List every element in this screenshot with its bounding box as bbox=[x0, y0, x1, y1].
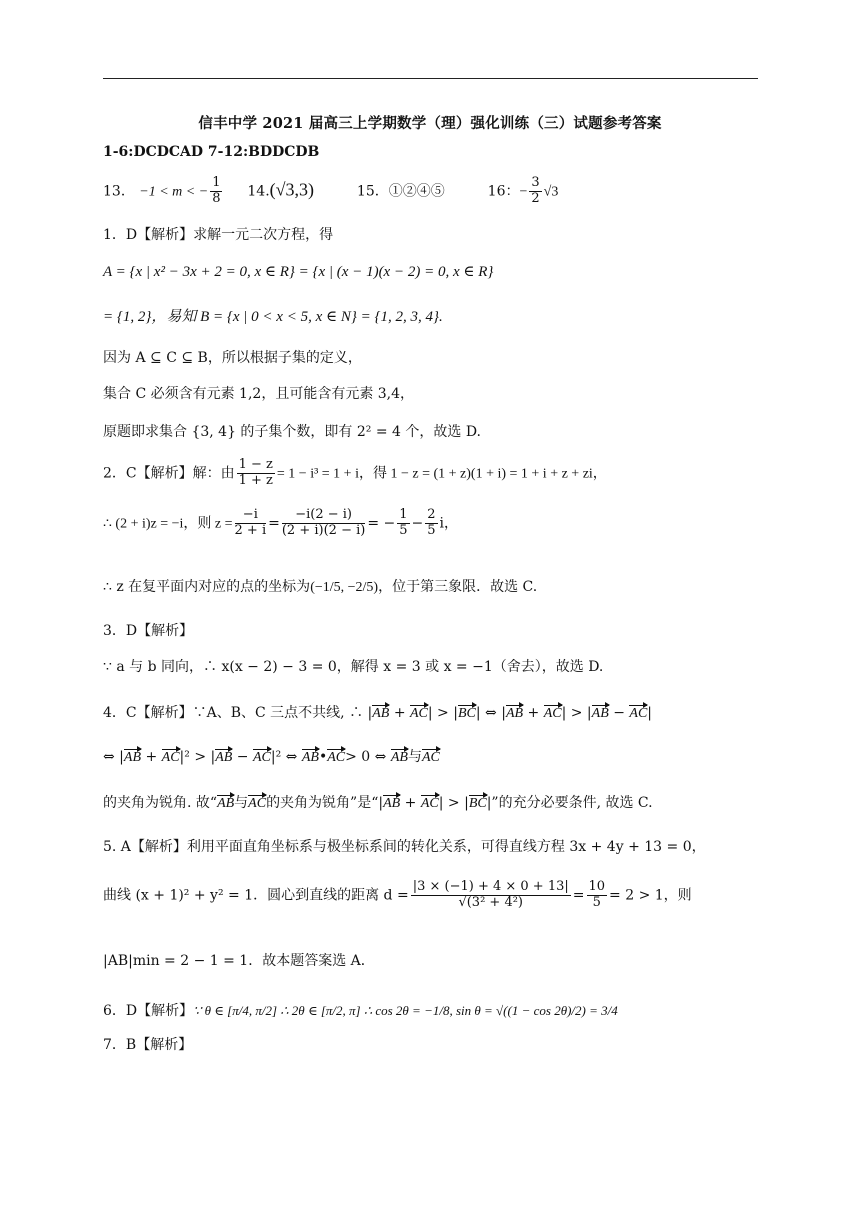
s5-head: 5. A【解析】利用平面直角坐标系与极坐标系间的转化关系，可得直线方程 3x + 4y + 13 = 0， bbox=[103, 839, 706, 855]
s2-line3: ∴ z 在复平面内对应的点的坐标为(−1/5, −2/5)，位于第三象限．故选 C. bbox=[103, 579, 538, 595]
choice-answers: 1-6:DCDCAD 7-12:BDDCDB bbox=[103, 144, 320, 160]
s5-distance-fraction: $\frac{|3 \times (-1) + 4 \times 0 + 13|}{\text{√(3² + 4²)}}$ bbox=[412, 879, 569, 910]
q16-tail: √3 bbox=[543, 184, 559, 200]
s6-expr: ∵ θ ∈ [π/4, π/2] ∴ 2θ ∈ [π/2, π] ∴ cos 2θ = −1/8, sin θ = √((1 − cos 2θ)/2) = 3/4 bbox=[193, 1003, 618, 1018]
q13-label: 13． bbox=[103, 183, 135, 200]
q16-fraction: $\frac{3}{2}$ bbox=[531, 175, 540, 206]
vector-bc: BC bbox=[457, 706, 476, 721]
s5-line3: |AB|min = 2 − 1 = 1．故本题答案选 A． bbox=[103, 953, 375, 969]
q15-answer: 15．①②④⑤ bbox=[356, 183, 445, 200]
s3-line2: ∵ a 与 b 同向，∴ x(x − 2) − 3 = 0，解得 x = 3 或 x = −1（舍去），故选 D. bbox=[103, 659, 604, 675]
s1-eq2: = {1, 2}，易知 B = {x | 0 < x < 5, x ∈ N} = {1, 2, 3, 4}. bbox=[103, 309, 443, 325]
s1-line4: 集合 C 必须含有元素 1,2，且可能含有元素 3,4， bbox=[103, 386, 415, 402]
q13-expr: −1 < m < − bbox=[139, 184, 209, 200]
q13-fraction: $\frac{1}{8}$ bbox=[212, 175, 221, 206]
s2-line1 bbox=[103, 458, 607, 489]
s1-head: 1．D【解析】求解一元二次方程，得 bbox=[103, 227, 334, 243]
fill-answers bbox=[103, 176, 558, 207]
page-title: 信丰中学 2021 届高三上学期数学（理）强化训练（三）试题参考答案 bbox=[198, 115, 662, 132]
vector-ac: AC bbox=[410, 706, 428, 721]
s4-line1: 4．C【解析】∵A、B、C 三点不共线, ∴ |AB + AC| > |BC| ⇔ |AB + AC| > |AB − AC| bbox=[103, 705, 653, 721]
s2-rest: = 1 − i³ = 1 + i，得 1 − z = (1 + z)(1 + i) = 1 + i + z + zi， bbox=[276, 466, 607, 482]
s1-eq1: A = {x | x² − 3x + 2 = 0, x ∈ R} = {x | (x − 1)(x − 2) = 0, x ∈ R} bbox=[103, 264, 494, 280]
s2-fraction-3: $\frac{-i(2 - i)}{(2 + i)(2 - i)}$ bbox=[281, 507, 366, 538]
s6-line: 6．D【解析】∵ θ ∈ [π/4, π/2] ∴ 2θ ∈ [π/2, π] ∴ cos 2θ = −1/8, sin θ = √((1 − cos 2θ)/2) = 3/4 bbox=[103, 1003, 618, 1019]
s2-coordinate: (−1/5, −2/5) bbox=[310, 580, 379, 595]
s2-fraction-4: $\frac{1}{5}$ bbox=[399, 507, 408, 538]
s2-head: 2．C【解析】解：由 bbox=[103, 465, 235, 482]
q16-label: 16： bbox=[487, 183, 520, 200]
s3-head: 3．D【解析】 bbox=[103, 623, 194, 639]
s2-fraction-5: $\frac{2}{5}$ bbox=[427, 507, 436, 538]
q16-sign: − bbox=[519, 184, 528, 200]
q14-expr: (√3,3) bbox=[269, 179, 315, 200]
q14-label: 14. bbox=[247, 183, 270, 200]
header-rule bbox=[103, 78, 758, 79]
vector-ab: AB bbox=[372, 706, 390, 721]
s1-line3: 因为 A ⊆ C ⊆ B，所以根据子集的定义， bbox=[103, 350, 362, 366]
s7-head: 7．B【解析】 bbox=[103, 1037, 193, 1053]
s4-line2: ⇔ |AB + AC|² > |AB − AC|² ⇔ AB•AC> 0 ⇔ AB与AC bbox=[103, 749, 440, 765]
s2-fraction-1: $\frac{1 - z}{1 + z}$ bbox=[238, 457, 273, 488]
s2-line2: ∴ (2 + i)z = −i，则 z = $\frac{-i}{2 + i}$ = $\frac{-i(2 - i)}{(2 + i)(2 - i)}$ = − $\frac{1}{5}$ − $\frac{2}{5}$ i， bbox=[103, 507, 459, 538]
s4-line3: 的夹角为锐角. 故“AB与AC的夹角为锐角”是“|AB + AC| > |BC|”的充分必要条件, 故选 C. bbox=[103, 795, 653, 811]
s1-line5: 原题即求集合 {3, 4} 的子集个数，即有 2² = 4 个，故选 D. bbox=[103, 424, 482, 440]
s2-fraction-2: $\frac{-i}{2 + i}$ bbox=[234, 507, 267, 538]
s5-fraction-2: $\frac{10}{5}$ bbox=[588, 879, 606, 910]
s5-line2: 曲线 (x + 1)² + y² = 1．圆心到直线的距离 d = $\frac{|3 \times (-1) + 4 \times 0 + 13|}{\text{√(3² + 4²)}}$ = $\frac{10}{5}$ = 2 > 1，则 bbox=[103, 879, 692, 910]
